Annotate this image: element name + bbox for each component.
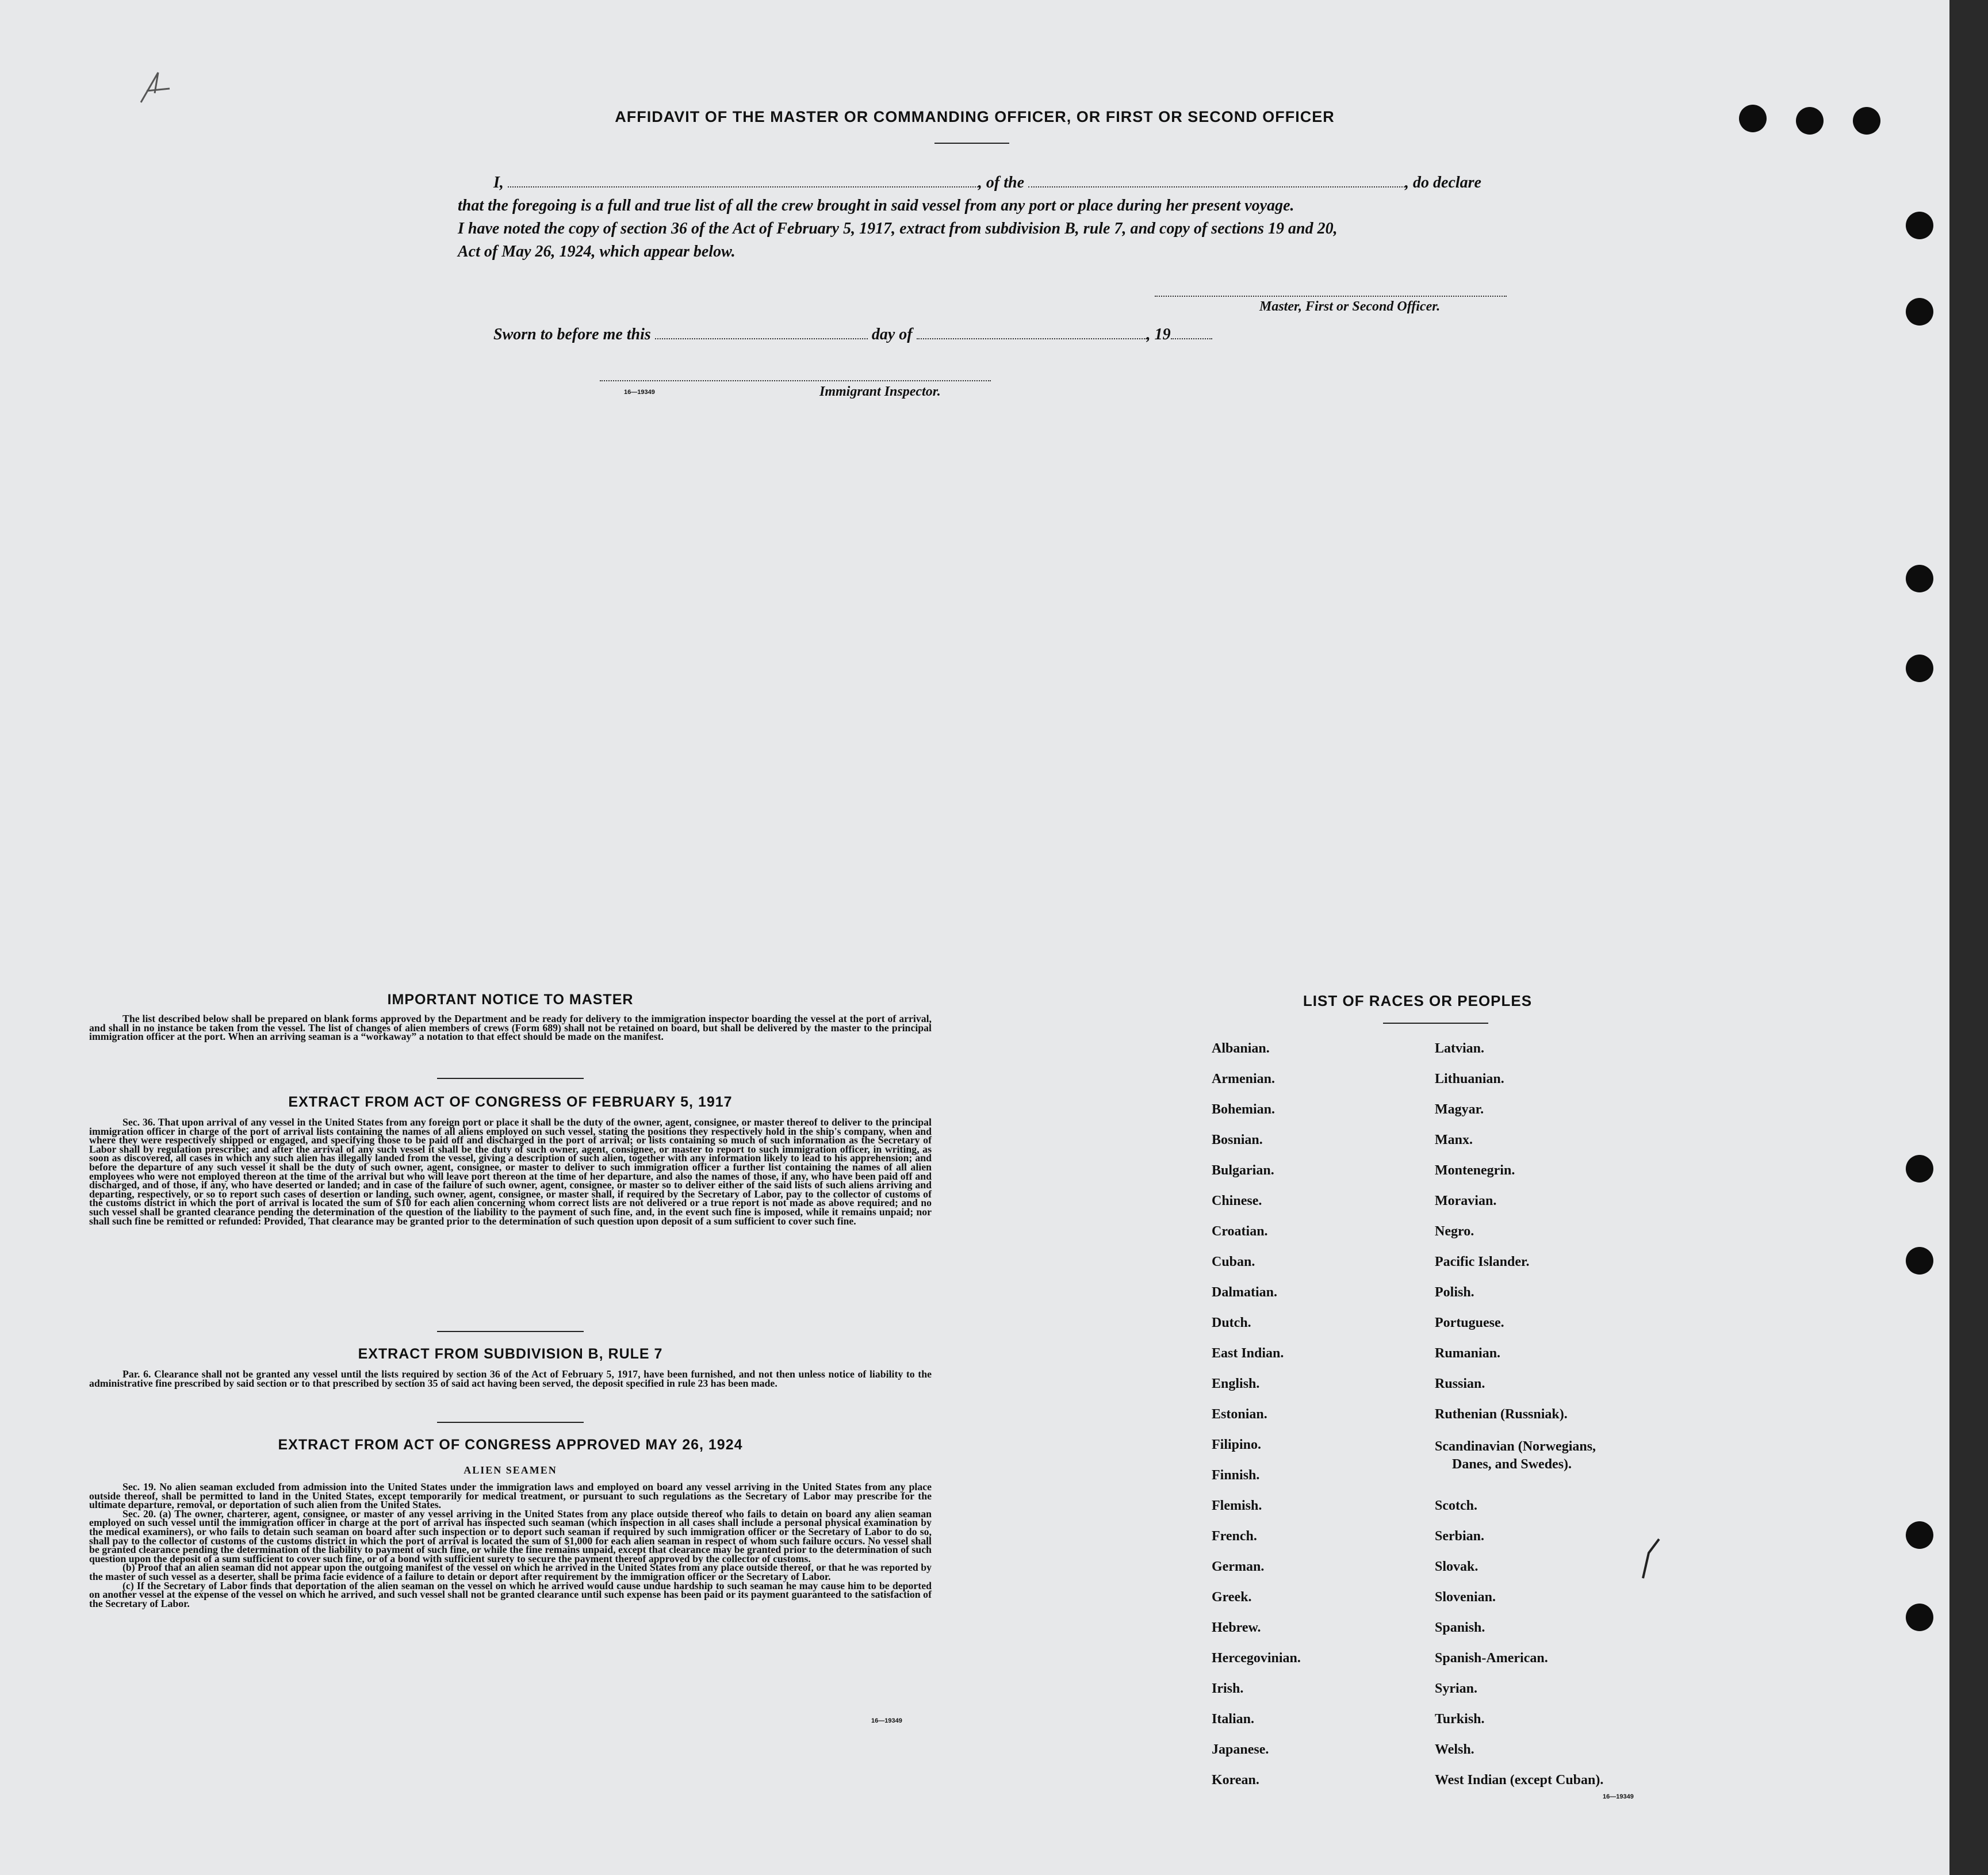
race-item: Finnish. — [1212, 1468, 1260, 1483]
extract-1924-subtitle: ALIEN SEAMEN — [464, 1464, 557, 1476]
form-number: 16—19349 — [871, 1717, 902, 1724]
sworn-year-field[interactable] — [1171, 327, 1212, 339]
sec20a-paragraph — [89, 1507, 932, 1564]
notice-text — [89, 1015, 932, 1042]
race-item: West Indian (except Cuban). — [1435, 1773, 1604, 1788]
race-item: Italian. — [1212, 1712, 1255, 1727]
day-of-label: day of — [871, 326, 913, 343]
race-item: Lithuanian. — [1435, 1072, 1504, 1086]
race-item: Flemish. — [1212, 1498, 1262, 1513]
section-rule — [437, 1078, 584, 1079]
race-item: Chinese. — [1212, 1193, 1262, 1208]
race-item: Bohemian. — [1212, 1102, 1275, 1117]
extract-1917-text — [89, 1118, 932, 1226]
master-signature-label: Master, First or Second Officer. — [1259, 299, 1441, 314]
punch-hole — [1906, 1247, 1933, 1275]
race-item: Latvian. — [1435, 1041, 1485, 1056]
race-item: Serbian. — [1435, 1529, 1485, 1544]
race-item: Albanian. — [1212, 1041, 1270, 1056]
punch-hole — [1906, 565, 1933, 592]
declare-label: , do declare — [1405, 174, 1481, 192]
extract-rule7-title: EXTRACT FROM SUBDIVISION B, RULE 7 — [358, 1346, 663, 1362]
race-item: Slovenian. — [1435, 1590, 1496, 1605]
race-item: Russian. — [1435, 1376, 1485, 1391]
race-item: Cuban. — [1212, 1254, 1255, 1269]
section-rule — [437, 1422, 584, 1423]
race-item: Dutch. — [1212, 1315, 1251, 1330]
form-number: 16—19349 — [1603, 1793, 1634, 1800]
sec19-paragraph — [89, 1483, 932, 1510]
master-signature-field[interactable] — [1155, 296, 1507, 297]
races-rule — [1383, 1023, 1488, 1024]
race-item: Pacific Islander. — [1435, 1254, 1530, 1269]
sworn-day-field[interactable] — [655, 327, 868, 339]
sworn-prefix: Sworn to before me this — [493, 326, 651, 343]
race-item: East Indian. — [1212, 1346, 1284, 1361]
race-item: Korean. — [1212, 1773, 1259, 1788]
notice-title: IMPORTANT NOTICE TO MASTER — [387, 992, 634, 1008]
race-item: Bosnian. — [1212, 1132, 1263, 1147]
race-item: German. — [1212, 1559, 1265, 1574]
race-item: Danes, and Swedes). — [1452, 1457, 1572, 1472]
affidavit-line-4: Act of May 26, 1924, which appear below. — [458, 243, 736, 261]
form-number: 16—19349 — [624, 389, 655, 396]
race-item: Armenian. — [1212, 1072, 1275, 1086]
race-item: Estonian. — [1212, 1407, 1267, 1422]
punch-hole — [1906, 212, 1933, 239]
year-prefix: , 19 — [1146, 326, 1171, 343]
affidavit-line-2: that the foregoing is a full and true list of all the crew brought in said vessel from any port or place during her present voyage. — [458, 197, 1294, 215]
affidavit-line-3: I have noted the copy of section 36 of the Act of February 5, 1917, extract from subdivision B, rule 7, and copy of sections 19 and 20, — [458, 220, 1338, 238]
notice-body: The list described below shall be prepared on blank forms approved by the Department and be ready for delivery to the immigration inspector boarding the vessel at the port of arrival, and shall in no instance be taken from the vessel. The list of changes of alien members of crews (Form 689) shall not be retained on board, but shall be delivered by the master to the principal immigration officer at the port. When an arriving seaman is a “workaway” a notation to that effect should be made on the manifest. — [89, 1013, 932, 1043]
sec20c-body: (c) If the Secretary of Labor finds that deportation of the alien seaman on the vessel on which he arrived would cause undue hardship to such seaman he may cause him to be deported on another vessel at the expense of the vessel on which he arrived, and such vessel shall not be granted clearance until such expense has been paid or its payment guaranteed to the satisfaction of the Secretary of Labor. — [89, 1579, 932, 1609]
extract-1924-title: EXTRACT FROM ACT OF CONGRESS APPROVED MAY 26, 1924 — [278, 1437, 743, 1453]
sworn-line — [493, 326, 1212, 344]
race-item: Negro. — [1435, 1224, 1474, 1239]
inspector-signature-label: Immigrant Inspector. — [819, 384, 941, 399]
race-item: Syrian. — [1435, 1681, 1478, 1696]
punch-hole — [1906, 655, 1933, 682]
section-rule — [437, 1331, 584, 1332]
race-item: Welsh. — [1435, 1742, 1474, 1757]
race-item: Spanish-American. — [1435, 1651, 1548, 1666]
race-item: Japanese. — [1212, 1742, 1269, 1757]
races-title: LIST OF RACES OR PEOPLES — [1303, 992, 1533, 1009]
race-item: Turkish. — [1435, 1712, 1485, 1727]
race-item: Moravian. — [1435, 1193, 1497, 1208]
sec19-body: Sec. 19. No alien seaman excluded from admission into the United States under the immigration laws and employed on board any vessel arriving in the United States from any place outside thereof, shall be permitted to land in the United States, except temporarily for medical treatment, or pursuant to such regulations as the Secretary of Labor may prescribe for the ultimate departure, removal, or deportation of such alien from the United States. — [89, 1481, 932, 1511]
title-rule — [934, 143, 1009, 144]
punch-hole — [1906, 1604, 1933, 1631]
sec20b-paragraph — [89, 1563, 932, 1581]
sworn-month-field[interactable] — [917, 327, 1147, 339]
race-item: Spanish. — [1435, 1620, 1485, 1635]
race-item: Irish. — [1212, 1681, 1244, 1696]
sec20c-paragraph — [89, 1579, 932, 1609]
race-item: Polish. — [1435, 1285, 1474, 1300]
race-item: Hercegovinian. — [1212, 1651, 1301, 1666]
punch-hole — [1906, 298, 1933, 326]
extract-rule7-text — [89, 1370, 932, 1388]
race-item: Croatian. — [1212, 1224, 1268, 1239]
race-item: Slovak. — [1435, 1559, 1478, 1574]
race-item: Rumanian. — [1435, 1346, 1501, 1361]
race-item: Ruthenian (Russniak). — [1435, 1407, 1568, 1422]
punch-hole — [1906, 1155, 1933, 1183]
declarant-name-field[interactable] — [508, 175, 978, 188]
race-item: Hebrew. — [1212, 1620, 1261, 1635]
affidavit-title: AFFIDAVIT OF THE MASTER OR COMMANDING OFFICER, OR FIRST OR SECOND OFFICER — [615, 108, 1335, 125]
handwritten-mark — [1636, 1536, 1665, 1582]
punch-hole — [1906, 1521, 1933, 1549]
affidavit-line-1 — [493, 174, 1481, 192]
vessel-name-field[interactable] — [1028, 175, 1405, 188]
race-item: Scandinavian (Norwegians, — [1435, 1438, 1596, 1454]
inspector-signature-field[interactable] — [600, 380, 991, 381]
extract-1917-body: Sec. 36. That upon arrival of any vessel in the United States from any foreign port or place it shall be the duty of the owner, agent, consignee, or master thereof to deliver to the principal immigration officer in charge of the port of arrival lists containing the names of all aliens employed on such vessel, stating the positions they respectively hold in the ship's company, when and where they were respectively shipped or engaged, and specifying those to be paid off and discharged in the port of arrival; or lists containing so much of such information as the Secretary of Labor shall by regulation prescribe; and after the arrival of any such vessel it shall be the duty of such owner, agent, consignee, or master to report to such immigration officer, in writing, as soon as discovered, all cases in which any such alien has illegally landed from the vessel, giving a description of such alien, together with any information likely to lead to his apprehension; and before the departure of any such vessel it shall be the duty of such owner, agent, consignee, or master to deliver to such immigration officer a further list containing the names of all alien employees who were not employed thereon at the time of the arrival but who will leave port thereon at the time of her departure, and also the names of those, if any, who have been paid off and discharged, and of those, if any, who have deserted or landed; and in case of the failure of such owner, agent, consignee, or master so to deliver either of the said lists of such aliens arriving and departing, respectively, or so to report such cases of desertion or landing, such owner, agent, consignee, or master shall, if required by the Secretary of Labor, pay to the collector of customs of the customs district in which the port of arrival is located the sum of $10 for each alien concerning whom correct lists are not delivered or a true report is not made as above required; and no such vessel shall be granted clearance pending the determination of the question of the liability to the payment of such fine, and, in the event such fine is imposed, while it remains unpaid; nor shall such fine be remitted or refunded: Provided, That clearance may be granted prior to the determination of such question upon deposit of a sum sufficient to cover such fine. — [89, 1116, 932, 1227]
race-item: Manx. — [1435, 1132, 1473, 1147]
handwritten-mark — [135, 68, 181, 108]
race-item: Bulgarian. — [1212, 1163, 1274, 1178]
race-item: Greek. — [1212, 1590, 1252, 1605]
extract-1924-text — [89, 1483, 932, 1608]
race-item: Scotch. — [1435, 1498, 1477, 1513]
sec20a-body: Sec. 20. (a) The owner, charterer, agent, consignee, or master of any vessel arriving in the United States from any place outside thereof who fails to detain on board any alien seaman employed on such vessel until the immigration officer in charge at the port of arrival has inspected such seaman (which inspection in all cases shall include a personal physical examination by the medical examiners), or who fails to detain such seaman on board after such inspection or to deport such seaman if required by such immigration officer or the Secretary of Labor to do so, shall pay to the collector of customs of the customs district in which the port of arrival is located the sum of $1,000 for each alien seaman in respect of whom such failure occurs. No vessel shall be granted clearance pending the determination of the liability to payment of such fine, or while the fine remains unpaid, except that clearance may be granted prior to the determination of such question upon the deposit of a sum sufficient to cover such fine, or of a bond with sufficient surety to secure the payment thereof approved by the collector of customs. — [89, 1507, 932, 1564]
of-the-label: , of the — [978, 174, 1025, 192]
race-item: Portuguese. — [1435, 1315, 1504, 1330]
sec20b-body: (b) Proof that an alien seaman did not appear upon the outgoing manifest of the vessel on which he arrived in the United States from any place outside thereof, or that he was reported by the master of such vessel as a deserter, shall be prima facie evidence of a failure to detain or deport after requirement by the immigration officer or the Secretary of Labor. — [89, 1562, 932, 1582]
extract-1917-title: EXTRACT FROM ACT OF CONGRESS OF FEBRUARY 5, 1917 — [288, 1094, 733, 1110]
race-item: English. — [1212, 1376, 1260, 1391]
race-item: French. — [1212, 1529, 1257, 1544]
race-item: Dalmatian. — [1212, 1285, 1277, 1300]
extract-rule7-body: Par. 6. Clearance shall not be granted any vessel until the lists required by section 36 of the Act of February 5, 1917, have been furnished, and not then unless notice of liability to the administrative fine prescribed by said section or to that prescribed by section 35 of said act having been served, the deposit specified in rule 23 has been made. — [89, 1368, 932, 1389]
declarant-prefix: I, — [493, 174, 504, 192]
race-item: Filipino. — [1212, 1437, 1262, 1452]
race-item: Magyar. — [1435, 1102, 1484, 1117]
race-item: Montenegrin. — [1435, 1163, 1515, 1178]
